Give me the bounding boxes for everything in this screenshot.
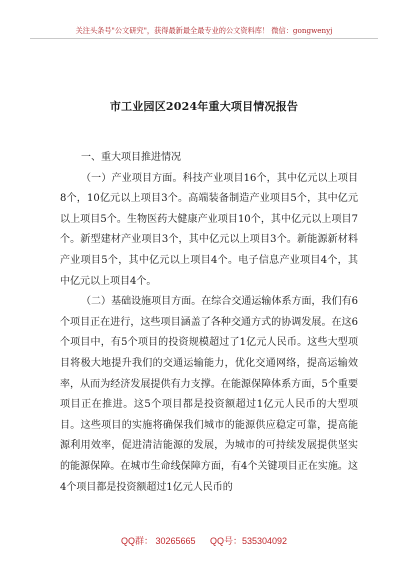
section-heading: 一、重大项目推进情况 — [81, 152, 181, 163]
footer-qq-number: QQ号：535304092 — [210, 536, 288, 546]
header-banner: 关注头条号"公文研究"，获得最新最全最专业的公文资料库！ 微信：gongwenyj — [75, 26, 333, 35]
paragraph-industry-projects: （一）产业项目方面。科技产业项目16个，其中亿元以上项目8个，10亿元以上项目3个。高端装备制造产业项目5个，其中亿元以上项目5个。生物医药大健康产业项目10个，其中亿元以上项目7个。新型建材产业项目3个，其中亿元以上项目3个。新能源新材料产业项目5个，其中亿元以上项目4个。电子信息产业项目4个，其中亿元以上项目4个。 — [60, 172, 358, 287]
footer-contact — [0, 534, 408, 547]
document-body — [60, 148, 358, 498]
footer-qq-group: QQ群： 30265665 — [120, 536, 196, 546]
document-title: 市工业园区2024年重大项目情况报告 — [109, 100, 299, 113]
header-divider — [30, 38, 378, 39]
paragraph-infrastructure-projects: （二）基础设施项目方面。在综合交通运输体系方面，我们有6个项目正在进行，这些项目涵盖了各种交通方式的协调发展。在这6个项目中，有5个项目的投资规模超过了1亿元人民币。这些大型项目将极大地提升我们的交通运输能力，优化交通网络，提高运输效率，从而为经济发展提供有力支撑。在能源保障体系方面，5个重要项目正在推进。这5个项目都是投资额超过1亿元人民币的大型项目。这些项目的实施将确保我们城市的能源供应稳定可靠，提高能源利用效率，促进清洁能源的发展，为城市的可持续发展提供坚实的能源保障。在城市生命线保障方面，有4个关键项目正在实施。这4个项目都是投资额超过1亿元人民币的 — [60, 296, 358, 493]
